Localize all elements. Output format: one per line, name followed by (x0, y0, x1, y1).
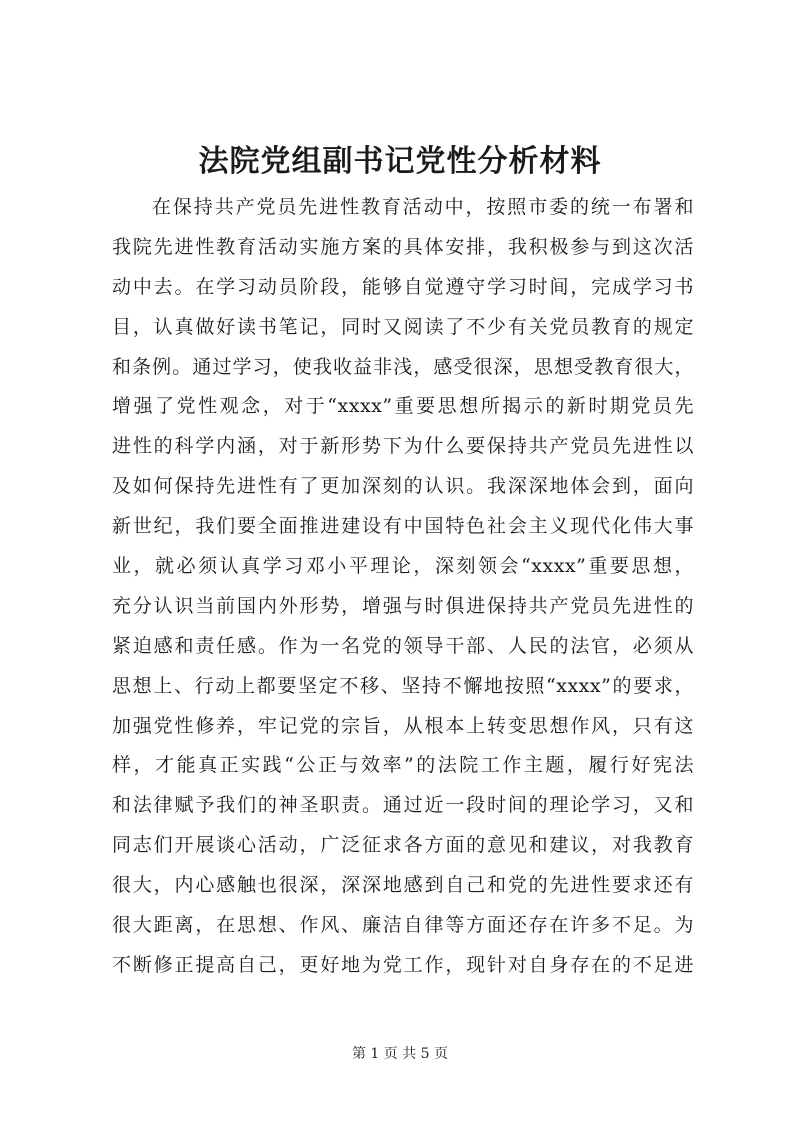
text-line: 和法律赋予我们的神圣职责。通过近一段时间的理论学习，又和 (112, 794, 694, 817)
page-footer: 第 1 页 共 5 页 (351, 1046, 449, 1062)
text-line: 动中去。在学习动员阶段，能够自觉遵守学习时间，完成学习书 (112, 275, 694, 298)
text-line: 思想上、行动上都要坚定不移、坚持不懈地按照“xxxx”的要求， (112, 674, 694, 697)
text-line: 很大距离，在思想、作风、廉洁自律等方面还存在许多不足。为 (112, 914, 694, 937)
text-line: 目，认真做好读书笔记，同时又阅读了不少有关党员教育的规定 (112, 315, 694, 338)
text-line: 样，才能真正实践“公正与效率”的法院工作主题，履行好宪法 (112, 754, 694, 777)
text-line: 充分认识当前国内外形势，增强与时俱进保持共产党员先进性的 (112, 594, 694, 617)
text-line: 进性的科学内涵，对于新形势下为什么要保持共产党员先进性以 (112, 435, 694, 458)
text-line: 我院先进性教育活动实施方案的具体安排，我积极参与到这次活 (112, 235, 694, 258)
body-paragraph (112, 188, 694, 986)
text-line: 及如何保持先进性有了更加深刻的认识。我深深地体会到，面向 (112, 475, 694, 498)
text-line: 和条例。通过学习，使我收益非浅，感受很深，思想受教育很大， (112, 355, 694, 378)
text-line: 增强了党性观念，对于“xxxx”重要思想所揭示的新时期党员先 (112, 395, 694, 418)
text-line: 业，就必须认真学习邓小平理论，深刻领会“xxxx”重要思想， (112, 555, 694, 578)
document-title: 法院党组副书记党性分析材料 (198, 144, 602, 179)
text-line: 很大，内心感触也很深，深深地感到自己和党的先进性要求还有 (112, 874, 694, 897)
text-line: 加强党性修养，牢记党的宗旨，从根本上转变思想作风，只有这 (112, 714, 694, 737)
text-line: 紧迫感和责任感。作为一名党的领导干部、人民的法官，必须从 (112, 634, 694, 657)
text-line: 同志们开展谈心活动，广泛征求各方面的意见和建议，对我教育 (112, 834, 694, 857)
text-line: 在保持共产党员先进性教育活动中，按照市委的统一布署和 (152, 196, 694, 218)
text-line: 新世纪，我们要全面推进建设有中国特色社会主义现代化伟大事 (112, 515, 694, 538)
text-line: 不断修正提高自己，更好地为党工作，现针对自身存在的不足进 (112, 953, 694, 976)
